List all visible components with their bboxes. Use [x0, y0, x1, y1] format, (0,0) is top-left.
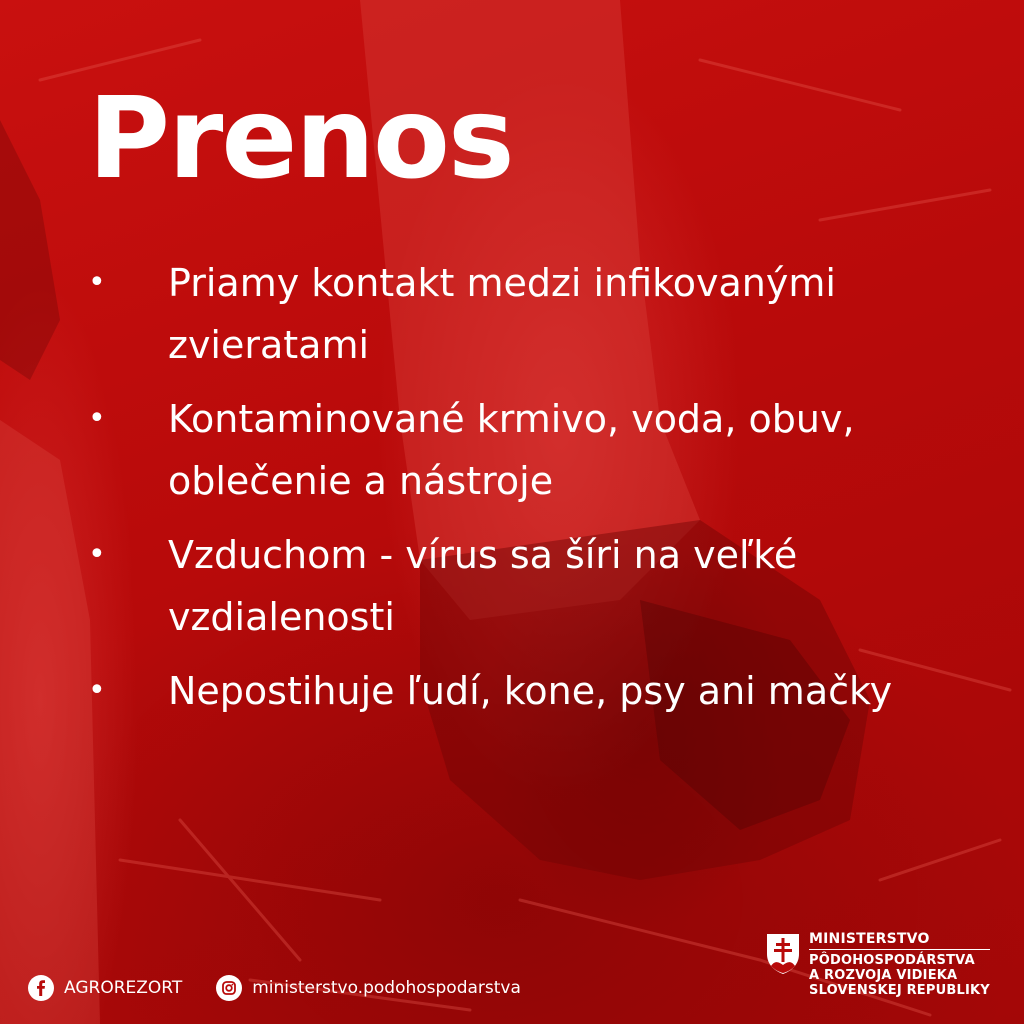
list-item	[88, 388, 988, 512]
facebook-label: AGROREZORT	[64, 978, 183, 998]
social-links	[28, 975, 555, 1001]
ministry-line: PÔDOHOSPODÁRSTVA	[809, 953, 975, 968]
page-title: Prenos	[88, 74, 513, 204]
bullet-dot: •	[88, 401, 106, 436]
ministry-line: SLOVENSKEJ REPUBLIKY	[809, 983, 990, 998]
bullet-dot: •	[88, 265, 106, 300]
facebook-icon	[28, 975, 54, 1001]
ministry-logo	[765, 932, 990, 998]
facebook-link[interactable]	[28, 975, 182, 1001]
ministry-name	[809, 932, 990, 998]
bullet-text: Kontaminované krmivo, voda, obuv, oblečenie a nástroje	[168, 397, 855, 503]
instagram-label: ministerstvo.podohospodarstva	[252, 978, 521, 998]
bullet-list	[88, 252, 988, 734]
instagram-link[interactable]	[216, 975, 521, 1001]
list-item	[88, 524, 988, 648]
bullet-dot: •	[88, 673, 106, 708]
slovak-coat-of-arms-icon	[765, 932, 801, 976]
ministry-line: A ROZVOJA VIDIEKA	[809, 968, 958, 983]
list-item	[88, 252, 988, 376]
bullet-text: Nepostihuje ľudí, kone, psy ani mačky	[168, 669, 893, 713]
ministry-line: MINISTERSTVO	[809, 932, 990, 950]
list-item	[88, 660, 988, 722]
bullet-dot: •	[88, 537, 106, 572]
bullet-text: Priamy kontakt medzi infikovanými zvieratami	[168, 261, 836, 367]
instagram-icon	[216, 975, 242, 1001]
bullet-text: Vzduchom - vírus sa šíri na veľké vzdialenosti	[168, 533, 798, 639]
